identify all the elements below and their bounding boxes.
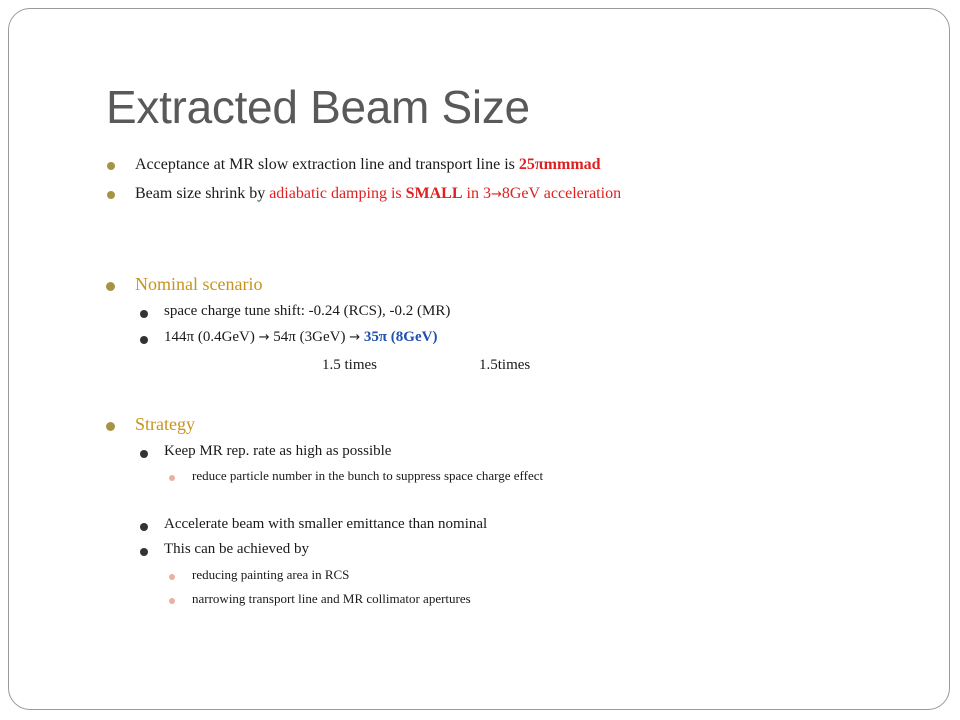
achieved-line: This can be achieved by (164, 541, 309, 557)
strategy-heading: Strategy (135, 414, 195, 434)
acceptance-text: Acceptance at MR slow extraction line and transport line is (135, 156, 519, 173)
emittance-1: 144π (0.4GeV) (164, 329, 259, 345)
bullet-icon (107, 191, 115, 199)
shrink-text-2: adiabatic damping is (269, 185, 406, 202)
tune-shift-line: space charge tune shift: -0.24 (RCS), -0.2 (MR) (164, 303, 451, 319)
bullet-icon (140, 450, 148, 458)
bullet-icon (169, 598, 175, 604)
emittance-2: 54π (3GeV) (269, 329, 350, 345)
shrink-text-4: in 3 (462, 185, 491, 202)
shrink-line (135, 185, 621, 203)
bullet-icon (169, 475, 175, 481)
bullet-icon (169, 574, 175, 580)
narrowing-line: narrowing transport line and MR collimator apertures (192, 591, 471, 606)
rep-rate-line: Keep MR rep. rate as high as possible (164, 443, 392, 459)
emittance-3: 35π (8GeV) (360, 329, 438, 345)
acceptance-line (135, 156, 601, 174)
painting-line: reducing painting area in RCS (192, 567, 350, 582)
bullet-icon (140, 336, 148, 344)
emittance-line (164, 329, 437, 346)
bullet-icon (140, 548, 148, 556)
times-label-1: 1.5 times (322, 357, 377, 373)
slide-title: Extracted Beam Size (106, 81, 530, 133)
bullet-icon (107, 162, 115, 170)
times-label-2: 1.5times (479, 357, 531, 373)
right-arrow-icon: → (490, 187, 502, 202)
shrink-text-1: Beam size shrink by (135, 185, 270, 202)
accelerate-line: Accelerate beam with smaller emittance than nominal (164, 516, 488, 532)
bullet-icon (106, 422, 115, 431)
shrink-small: SMALL (405, 185, 463, 202)
bullet-icon (140, 523, 148, 531)
acceptance-value: 25πmmmad (518, 156, 601, 173)
bullet-icon (140, 310, 148, 318)
bullet-icon (106, 282, 115, 291)
right-arrow-icon: → (258, 330, 270, 345)
shrink-text-5: 8GeV acceleration (501, 185, 622, 202)
right-arrow-icon: → (349, 330, 361, 345)
nominal-heading: Nominal scenario (135, 274, 263, 294)
reduce-particle-line: reduce particle number in the bunch to suppress space charge effect (192, 468, 544, 483)
